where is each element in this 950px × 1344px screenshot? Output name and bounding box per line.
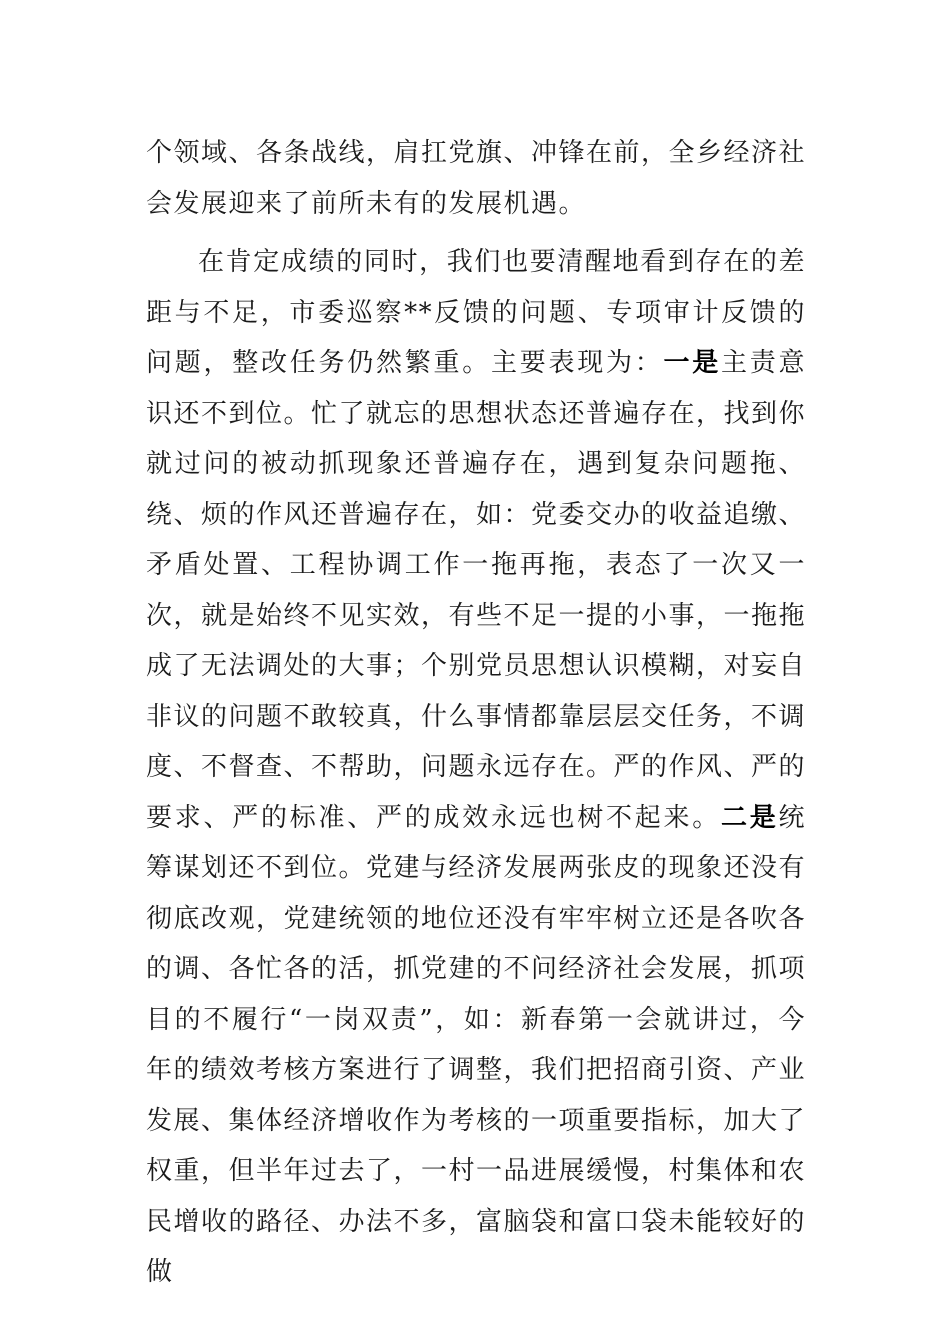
paragraph-text-segment: 在肯定成绩的同时，我们也要清醒地看到存在的差距与不足，市委巡察**反馈的问题、专项审计反馈的问题，整改任务仍然繁重。主要表现为：: [146, 247, 806, 378]
paragraph-text-segment: 主责意识还不到位。忙了就忘的思想状态还普遍存在，找到你就过问的被动抓现象还普遍存在，遇到复杂问题拖、绕、烦的作风还普遍存在，如：党委交办的收益追缴、矛盾处置、工程协调工作一拖再拖，表态了一次又一次，就是始终不见实效，有些不足一提的小事，一拖拖成了无法调处的大事；个别党员思想认识模糊，对妄自非议的问题不敢较真，什么事情都靠层层交任务，不调度、不督查、不帮助，问题永远存在。严的作风、严的要求、严的标准、严的成效永远也树不起来。: [146, 348, 807, 833]
paragraph-shortcomings: [146, 237, 806, 1298]
emphasis-first-point: 一是: [663, 348, 721, 378]
paragraph-continued: 个领域、各条战线，肩扛党旗、冲锋在前，全乡经济社会发展迎来了前所未有的发展机遇。: [146, 138, 807, 219]
paragraph-text-segment: 统筹谋划还不到位。党建与经济发展两张皮的现象还没有彻底改观，党建统领的地位还没有牢牢树立还是各吹各的调、各忙各的活，抓党建的不问经济社会发展，抓项目的不履行“一岗双责”，如：新春第一会就讲过，今年的绩效考核方案进行了调整，我们把招商引资、产业发展、集体经济增收作为考核的一项重要指标，加大了权重，但半年过去了，一村一品进展缓慢，村集体和农民增收的路径、办法不多，富脑袋和富口袋未能较好的做: [146, 802, 807, 1287]
document-body: [146, 128, 806, 1298]
emphasis-second-point: 二是: [720, 802, 779, 833]
